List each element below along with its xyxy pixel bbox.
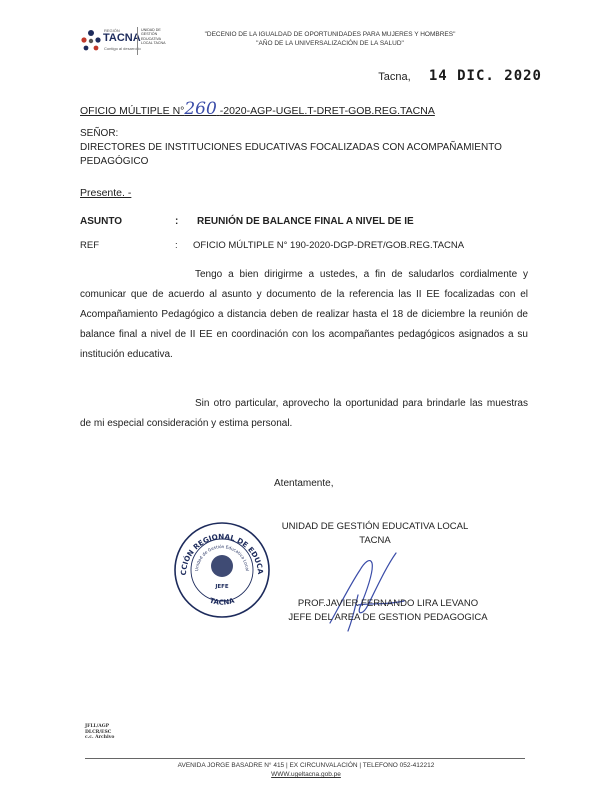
decree-header [180,30,480,48]
date-stamp: 14 DIC. 2020 [428,68,542,84]
body-paragraph-2 [80,394,528,434]
ref-colon: : [175,240,178,251]
oficio-prefix: OFICIO MÚLTIPLE N° [80,105,185,117]
logo-unit-text [141,28,166,46]
handwritten-number: 260 [184,99,217,119]
logo-unit-line: UNIDAD DE [141,28,161,32]
city: Tacna, [378,71,411,83]
tacna-emblem-icon [80,28,102,54]
recipient: DIRECTORES DE INSTITUCIONES EDUCATIVAS FOCALIZADAS CON ACOMPAÑAMIENTO PEDAGÓGICO [80,142,502,167]
asunto-colon: : [175,216,179,227]
signer-block [268,597,508,625]
paragraph-2-text: Sin otro particular, aprovecho la oportunidad para brindarle las muestras de mi especial consideración y estima personal. [80,398,528,429]
presente: Presente. - [80,187,132,199]
decree-line-1: "DECENIO DE LA IGUALDAD DE OPORTUNIDADES PARA MUJERES Y HOMBRES" [204,31,456,38]
footer-address: AVENIDA JORGE BASADRE N° 415 | EX CIRCUNVALACIÓN | TELEFONO 052-412212 [177,762,435,769]
signing-unit [275,520,475,548]
initials-line: DLCR/ESC [85,729,112,735]
initials-block [85,724,114,741]
stamp-outer-text: CCIÓN REGIONAL DE EDUCA [178,531,266,576]
stamp-bottom-text: TACNA [208,596,236,607]
logo-unit-line: EDUCATIVA [141,36,162,41]
ref-value: OFICIO MÚLTIPLE N° 190-2020-DGP-DRET/GOB.REG.TACNA [193,240,465,251]
stamp-seal-icon [172,520,272,620]
ref-row [80,240,464,251]
stamp-inner-text: Unidad de Gestión Educativa Local [193,543,250,572]
unit-line-1: UNIDAD DE GESTIÓN EDUCATIVA LOCAL [281,521,469,532]
logo-tagline: Contigo al desarrollo [104,46,141,51]
footer [150,761,462,779]
stamp-center-label: JEFE [215,584,229,590]
asunto-label: ASUNTO [80,216,123,227]
initials-line: c.c. Archivo [85,735,115,740]
salutation: SEÑOR: [80,128,119,139]
logo-unit-line: GESTIÓN [141,32,158,37]
signer-name: PROF.JAVIER FERNANDO LIRA LEVANO [297,598,479,609]
decree-line-2: "AÑO DE LA UNIVERSALIZACIÓN DE LA SALUD" [256,40,404,47]
body-paragraph-1 [80,265,528,365]
asunto-row [80,216,414,227]
footer-website-link[interactable]: WWW.ugeltacna.gob.pe [271,771,341,778]
ref-label: REF [80,240,99,251]
logo-region: REGIÓN [104,28,120,33]
svg-text:TACNA [209,596,236,606]
ugel-logo [80,26,170,60]
initials-line: JFLL/AGP [85,724,110,729]
signer-title: JEFE DEL AREA DE GESTION PEDAGOGICA [288,612,488,623]
logo-unit-line: LOCAL TACNA [141,41,166,46]
oficio-suffix: -2020-AGP-UGEL.T-DRET-GOB.REG.TACNA [219,105,435,117]
date-line [378,68,542,84]
logo-divider [137,27,138,55]
unit-line-2: TACNA [359,535,391,546]
paragraph-1-text: Tengo a bien dirigirme a ustedes, a fin de saludarlos cordialmente y comunicar que de acuerdo al asunto y documento de la referencia las II EE focalizadas con el Acompañamiento Pedagógico a distancia deben de realizar hasta el 18 de diciembre la reunión de balance final a nivel de II EE en coordinación con los acompañantes pedagógicos asignados a su institución educativa. [80,269,528,360]
logo-brand: TACNA [103,32,141,44]
asunto-value: REUNIÓN DE BALANCE FINAL A NIVEL DE IE [197,216,414,227]
oficio-number-line [80,99,435,119]
closing-atentamente: Atentamente, [274,478,334,489]
addressee [80,127,540,169]
official-stamp [172,520,272,620]
footer-divider [85,758,525,759]
